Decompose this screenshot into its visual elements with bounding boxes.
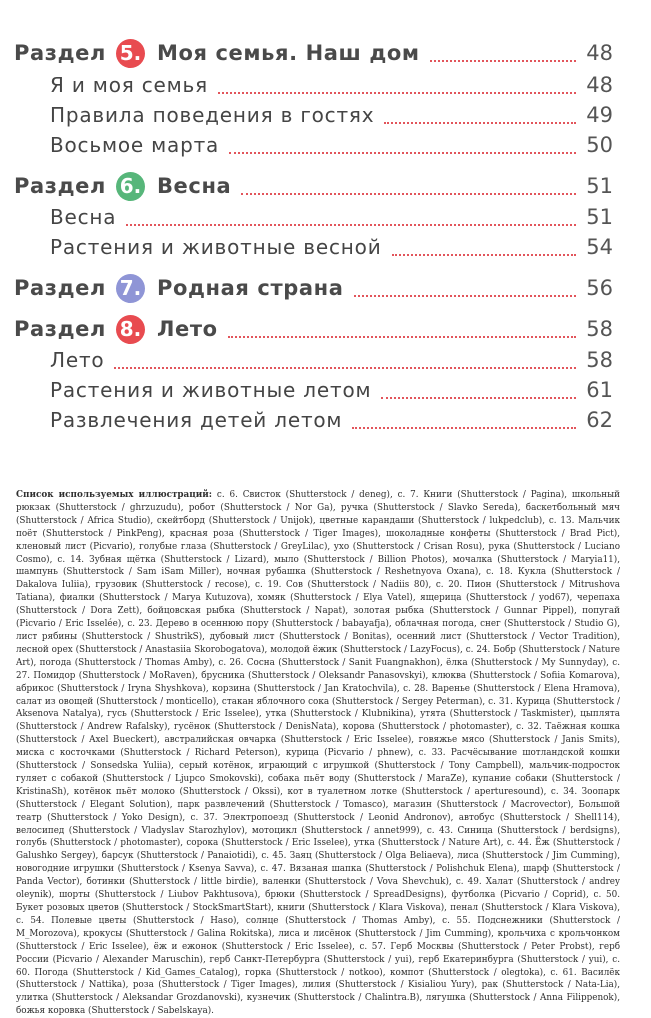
section-number-badge: 5. (116, 39, 145, 68)
entry-title: Растения и животные летом (50, 378, 372, 402)
section-label: Раздел (14, 41, 106, 65)
dotted-leader (126, 224, 576, 226)
toc-section-7[interactable] (14, 273, 613, 303)
page-number: 61 (586, 378, 613, 402)
toc-entry[interactable] (50, 130, 613, 160)
entry-title: Я и моя семья (50, 73, 208, 97)
page-number: 62 (586, 408, 613, 432)
section-number-badge: 6. (116, 172, 145, 201)
dotted-leader (430, 60, 577, 62)
toc-entry[interactable] (50, 375, 613, 405)
dotted-leader (354, 295, 577, 297)
page-number: 54 (586, 235, 613, 259)
section-title: Моя семья. Наш дом (156, 41, 420, 65)
page-number: 56 (586, 276, 613, 300)
toc-entry[interactable] (50, 100, 613, 130)
section-label: Раздел (14, 174, 106, 198)
toc-entry[interactable] (50, 232, 613, 262)
page-number: 50 (586, 133, 613, 157)
toc-section-6[interactable] (14, 171, 613, 201)
entry-title: Восьмое марта (50, 133, 220, 157)
dotted-leader (352, 427, 576, 429)
toc-entry[interactable] (50, 405, 613, 435)
entry-title: Правила поведения в гостях (50, 103, 375, 127)
section-title: Родная страна (156, 276, 344, 300)
entry-title: Растения и животные весной (50, 235, 382, 259)
toc-entry[interactable] (50, 345, 613, 375)
entry-title: Весна (50, 205, 117, 229)
page-number: 48 (586, 41, 613, 65)
page-number: 58 (586, 317, 613, 341)
section-label: Раздел (14, 276, 106, 300)
dotted-leader (218, 92, 576, 94)
table-of-contents (0, 0, 651, 440)
section-number-badge: 8. (116, 315, 145, 344)
section-title: Лето (156, 317, 218, 341)
toc-entry[interactable] (50, 70, 613, 100)
toc-section-8[interactable] (14, 314, 613, 344)
dotted-leader (392, 254, 577, 256)
section-label: Раздел (14, 317, 106, 341)
toc-entry[interactable] (50, 202, 613, 232)
page-number: 58 (586, 348, 613, 372)
dotted-leader (114, 367, 576, 369)
page-number: 51 (586, 205, 613, 229)
dotted-leader (241, 193, 576, 195)
dotted-leader (228, 336, 577, 338)
page-number: 51 (586, 174, 613, 198)
section-number-badge: 7. (116, 274, 145, 303)
illustration-credits (16, 489, 620, 1018)
credits-text: с. 6. Свисток (Shutterstock / deneg), с. 7. Книги (Shutterstock / Pagina), школьный рюкзак (Shutterstock / ghrzuzudu), робот (Shutterstock / Nor Ga), ручка (Shutterstock / Slavko Sereda), баскетбольный мяч (Shutterstock / Africa Studio), скейтборд (Shutterstock / Unijok), цветные карандаши (Shutterstock / lukpedclub), с. 13. Мальчик поёт (Shutterstock / PinkPeng), красная роза (Shutterstock / Tiger Images), шоколадные конфеты (Shutterstock / Brad Pict), кленовый лист (Picvario), голубые глаза (Shutterstock / GreyLilac), ухо (Shutterstock / Crisan Rosu), рука (Shutterstock / Luciano Cosmo), с. 14. Зубная щётка (Shutterstock / Lizard), мыло (Shutterstock / Billion Photos), мочалка (Shutterstock / Maryia11), шампунь (Shutterstock / Sam iSam Miller), ночная рубашка (Shutterstock / Reshetnyova Oxana), с. 18. Кукла (Shutterstock / Dakalova Iuliia), грузовик (Shutterstock / recose), с. 19. Сов (Shutterstock / Nadiis 80), с. 20. Пион (Shutterstock / Mitrushova Tatiana), фиалки (Shutterstock / Marya Kutuzova), хомяк (Shutterstock / Elya Vatel), ящерица (Shutterstock / yod67), черепаха (Shutterstock / Dora Zett), бойцовская рыбка (Shutterstock / Napat), золотая рыбка (Shutterstock / Gunnar Pippel), попугай (Picvario / Eric Isselée), с. 23. Дерево в осеннюю пору (Shutterstock / babayafja), облачная погода, снег (Shutterstock / Studio G), лист рябины (Shutterstock / ShustrikS), дубовый лист (Shutterstock / Bonitas), осенний лист (Shutterstock / Vector Tradition), лесной орех (Shutterstock / Anastasiia Skorobogatova), молодой ёжик (Shutterstock / LazyFocus), с. 24. Бобр (Shutterstock / Nature Art), погода (Shutterstock / Thomas Amby), с. 26. Сосна (Shutterstock / Sanit Fuangnakhon), ёлка (Shutterstock / My Sunnyday), с. 27. Помидор (Shutterstock / MoRaven), брусника (Shutterstock / Oleksandr Panasovskyi), клюква (Shutterstock / Sofiia Komarova), абрикос (Shutterstock / Iryna Shyshkova), корзина (Shutterstock / Jan Kratochvila), с. 28. Варенье (Shutterstock / Elena Hramova), салат из овощей (Shutterstock / monticello), стакан яблочного сока (Shutterstock / Sergey Peterman), с. 31. Курица (Shutterstock / Aksenova Natalya), гусь (Shutterstock / Eric Isselee), утка (Shutterstock / Klubnikina), утята (Shutterstock / Taskmister), цыплята (Shutterstock / Andrew Rafalsky), гусёнок (Shutterstock / DenisNata), корова (Shutterstock / photomaster), с. 32. Таёжная кошка (Shutterstock / Axel Bueckert), австралийская овчарка (Shutterstock / Eric Isselee), говяжье мясо (Shutterstock / Janis Smits), миска с косточками (Shutterstock / Richard Peterson), курица (Picvario / phnew), с. 33. Расчёсывание шотландской кошки (Shutterstock / Sonsedska Yuliia), серый котёнок, играющий с игрушкой (Shutterstock / Tony Campbell), мальчик-подросток гуляет с собакой (Shutterstock / Ljupco Smokovski), собака пьёт воду (Shutterstock / MaraZe), купание собаки (Shutterstock / KristinaSh), котёнок пьёт молоко (Shutterstock / Okssi), кот в туалетном лотке (Shutterstock / aperturesound), с. 34. Зоопарк (Shutterstock / Elegant Solution), парк развлечений (Shutterstock / Tomasco), магазин (Shutterstock / Macrovector), Большой театр (Shutterstock / Yoko Design), с. 37. Электропоезд (Shutterstock / Leonid Andronov), автобус (Shutterstock / Shell114), велосипед (Shutterstock / Vladyslav Starozhylov), мотоцикл (Shutterstock / annet999), с. 43. Синица (Shutterstock / berdsigns), голубь (Shutterstock / photomaster), сорока (Shutterstock / Eric Isselee), утка (Shutterstock / Nature Art), с. 44. Ёж (Shutterstock / Galushko Sergey), барсук (Shutterstock / Panaiotidi), с. 45. Заяц (Shutterstock / Olga Beliaeva), лиса (Shutterstock / Jim Cumming), новогодние игрушки (Shutterstock / Ksenya Savva), с. 47. Вязаная шапка (Shutterstock / Polishchuk Elena), шарф (Shutterstock / Panda Vector), ботинки (Shutterstock / little birdie), валенки (Shutterstock / Vova Shevchuk), с. 49. Халат (Shutterstock / andrey oleynik), шорты (Shutterstock / Liubov Pakhtusova), брюки (Shutterstock / SpreadDesigns), футболка (Picvario / Coprid), с. 50. Букет розовых цветов (Shutterstock / StockSmartStart), книги (Shutterstock / Klara Viskova), пенал (Shutterstock / Klara Viskova), с. 54. Полевые цветы (Shutterstock / Haso), солнце (Shutterstock / Thomas Amby), с. 55. Подснежники (Shutterstock / M_Morozova), крокусы (Shutterstock / Galina Rokitska), лиса и лисёнок (Shutterstock / Jim Cumming), крольчиха с крольчонком (Shutterstock / Eric Isselee), ёж и ежонок (Shutterstock / Eric Isselee), с. 57. Герб Москвы (Shutterstock / Peter Probst), герб России (Picvario / Alexander Maruschin), герб Санкт-Петербурга (Shutterstock / yui), герб Екатеринбурга (Shutterstock / yui), с. 60. Погода (Shutterstock / Kid_Games_Catalog), горка (Shutterstock / notkoo), компот (Shutterstock / olegtoka), с. 61. Василёк (Shutterstock / Nattika), роза (Shutterstock / Tiger Images), лилия (Shutterstock / Kisialiou Yury), рак (Shutterstock / Nata-Lia), улитка (Shutterstock / Aleksandar Grozdanovski), кузнечик (Shutterstock / Chalintra.B), лягушка (Shutterstock / Anna Filippenok), божья коровка (Shutterstock / Sabelskaya). (16, 490, 620, 1017)
page-number: 48 (586, 73, 613, 97)
dotted-leader (384, 122, 576, 124)
dotted-leader (381, 397, 576, 399)
entry-title: Развлечения детей летом (50, 408, 343, 432)
entry-title: Лето (50, 348, 105, 372)
credits-label: Список используемых иллюстраций: (16, 490, 213, 500)
section-title: Весна (156, 174, 232, 198)
toc-section-5[interactable] (14, 38, 613, 68)
dotted-leader (229, 152, 576, 154)
page-number: 49 (586, 103, 613, 127)
